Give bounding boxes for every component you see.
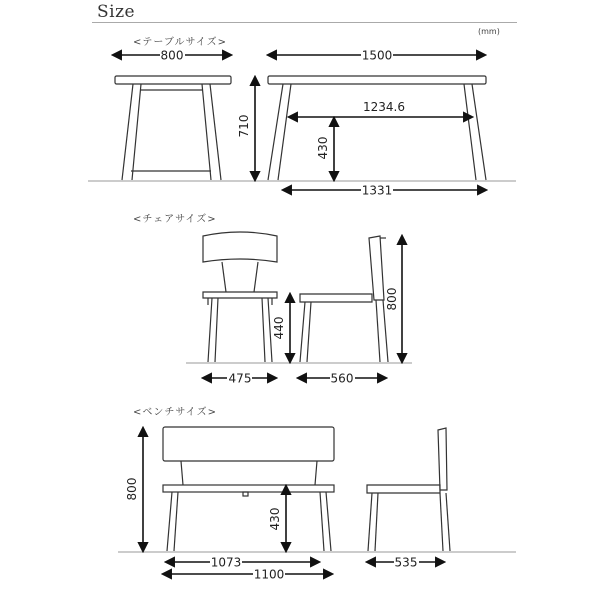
bench-back-post: [181, 461, 183, 485]
chair-front-leg: [208, 298, 212, 362]
bench-front-leg: [174, 492, 178, 551]
chair-side-view: [300, 236, 388, 362]
chair-back-post: [254, 262, 258, 292]
chair-section-label: <チェアサイズ>: [133, 214, 217, 225]
bench-side-back: [438, 428, 447, 490]
chair-seat-height-label: 440: [272, 316, 286, 340]
page-title: Size: [97, 2, 136, 22]
table-height-label: 710: [237, 114, 251, 138]
chair-side-leg: [376, 300, 380, 362]
table-side-leg: [278, 84, 291, 180]
table-leg-span-floor-label: 1331: [361, 183, 393, 198]
bench-backrest: [163, 427, 334, 461]
bench-height-label: 800: [125, 477, 139, 501]
table-front-leg: [122, 84, 133, 180]
table-side-view: [268, 76, 486, 180]
bench-seat-height-label: 430: [268, 507, 282, 531]
chair-front-view: [186, 232, 412, 363]
bench-front-leg: [167, 492, 172, 551]
table-front-leg: [210, 84, 221, 180]
bench-side-leg: [368, 493, 372, 551]
bench-front-view: [118, 427, 516, 552]
bench-seat-bracket: [243, 492, 248, 496]
chair-side-leg: [300, 302, 305, 362]
table-front-view: [88, 76, 516, 181]
bench-width-label: 1100: [253, 567, 285, 582]
table-leg-span-top-label: 1234.6: [363, 100, 405, 114]
bench-depth-label: 535: [394, 555, 418, 570]
bench-back-post: [315, 461, 317, 485]
table-length-label: 1500: [361, 48, 393, 63]
table-front-leg: [202, 84, 211, 180]
table-section-label: <テーブルサイズ>: [133, 37, 228, 48]
chair-side-back: [369, 236, 384, 300]
bench-seat: [163, 485, 334, 492]
table-side-top: [268, 76, 486, 84]
bench-side-view: [367, 428, 450, 551]
bench-section-label: <ベンチサイズ>: [133, 407, 217, 418]
bench-side-seat: [367, 485, 440, 493]
chair-back-post: [222, 262, 226, 292]
chair-backrest: [203, 232, 277, 262]
bench-side-leg: [440, 493, 443, 551]
table-side-leg: [268, 84, 283, 180]
bench-inner-width-label: 1073: [210, 555, 242, 570]
bench-side-leg: [375, 493, 378, 551]
chair-width-label: 475: [228, 371, 252, 386]
chair-seat: [203, 292, 277, 298]
table-clearance-label: 430: [316, 136, 330, 160]
bench-side-leg: [446, 493, 450, 551]
chair-depth-label: 560: [330, 371, 354, 386]
chair-dimensions: [203, 236, 402, 378]
chair-height-label: 800: [385, 287, 399, 311]
chair-side-leg: [307, 302, 311, 362]
chair-front-leg: [262, 298, 265, 362]
table-front-leg: [132, 84, 141, 180]
bench-front-leg: [326, 492, 331, 551]
chair-side-seat: [300, 294, 372, 302]
chair-front-leg: [215, 298, 218, 362]
table-front-top: [115, 76, 231, 84]
table-dimensions: [113, 55, 486, 190]
unit-note: (mm): [478, 27, 500, 36]
bench-front-leg: [320, 492, 324, 551]
table-width-label: 800: [160, 48, 184, 63]
